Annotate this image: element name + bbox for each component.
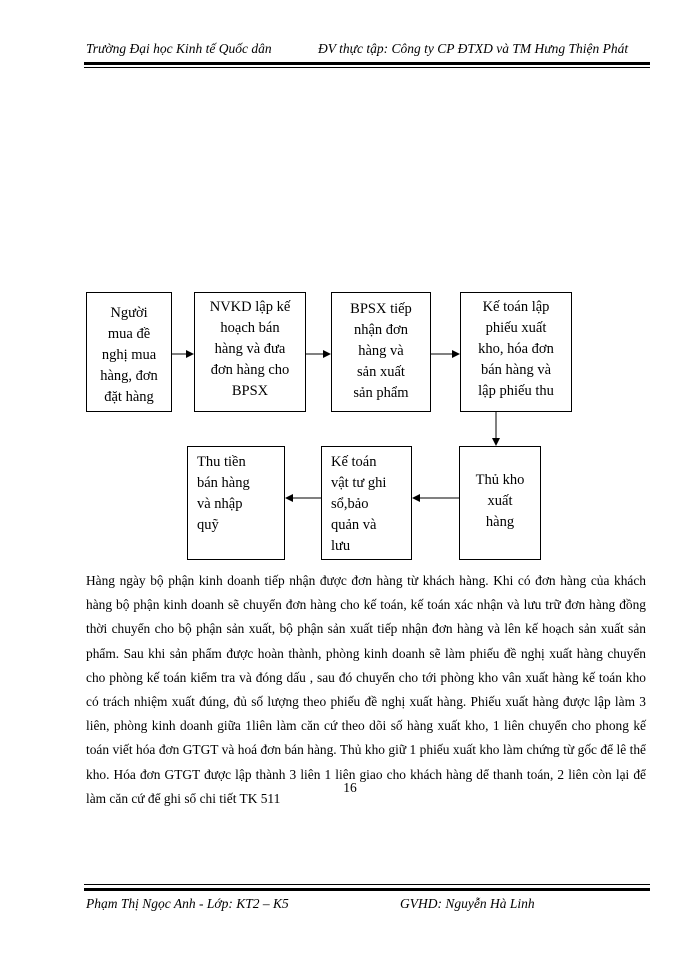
description-paragraph	[86, 569, 646, 811]
footer-supervisor: GVHD: Nguyễn Hà Linh	[400, 896, 535, 911]
header-internship-unit: ĐV thực tập: Công ty CP ĐTXD và TM Hưng Thiện Phát	[318, 41, 629, 56]
footer-student: Phạm Thị Ngọc Anh - Lớp: KT2 – K5	[86, 896, 289, 911]
flow-step-buyer-order-text: Người mua đề nghị mua hàng, đơn đặt hàng	[100, 305, 158, 405]
flow-step-production-text: BPSX tiếp nhận đơn hàng và sản xuất sản phẩm	[350, 301, 412, 401]
header-university: Trường Đại học Kinh tế Quốc dân	[86, 41, 272, 56]
flow-step-materials-accounting-text: Kế toán vật tư ghi sổ,bảo quản và lưu	[331, 454, 387, 554]
flow-step-warehouse-issue-text: Thủ kho xuất hàng	[475, 472, 525, 530]
flow-step-accounting-docs-text: Kế toán lập phiếu xuất kho, hóa đơn bán hàng và lập phiếu thu	[478, 299, 554, 399]
flow-step-cash-collection-text: Thu tiền bán hàng và nhập quỹ	[197, 454, 250, 533]
page-number: 16	[343, 780, 357, 795]
description-paragraph-text: Hàng ngày bộ phận kinh doanh tiếp nhận được đơn hàng từ khách hàng. Khi có đơn hàng của khách hàng bộ phận kinh doanh sẽ chuyển đơn hàng cho kế toán, kế toán xác nhận và lưu trữ đơn hàng đồng thời chuyển cho bộ phận sản xuất, bộ phận sản xuất tiếp nhận đơn hàng và lên kế hoạch sản xuất sản phẩm. Sau khi sản phẩm được hoàn thành, phòng kinh doanh sẽ làm phiếu đề nghị xuất hàng chuyển cho phòng kế toán kiểm tra và đóng dấu , sau đó chuyển cho tới phòng kho vân xuất hàng kế toán kho có trách nhiệm xuất đúng, đủ số lượng theo phiếu đề nghị xuất hàng. Phiếu xuất hàng được lập làm 3 liên, phòng kinh doanh giữa 1liên làm căn cứ theo dõi số hàng xuất kho, 1 liên chuyển cho phong kế toán viết hóa đơn GTGT và hoá đơn bán hàng. Thủ kho giữ 1 phiếu xuất kho làm chứng từ gốc để lê thể kho. Hóa đơn GTGT được lập thành 3 liên 1 liên giao cho khách hàng dể thanh toán, 2 liên còn lại để làm căn cứ để ghi sổ chi tiết TK 511	[86, 573, 646, 806]
flow-step-sales-plan-text: NVKD lập kế hoạch bán hàng và đưa đơn hàng cho BPSX	[209, 299, 291, 399]
footer-rule-thick	[84, 888, 650, 891]
footer-rule-thin	[84, 884, 650, 885]
